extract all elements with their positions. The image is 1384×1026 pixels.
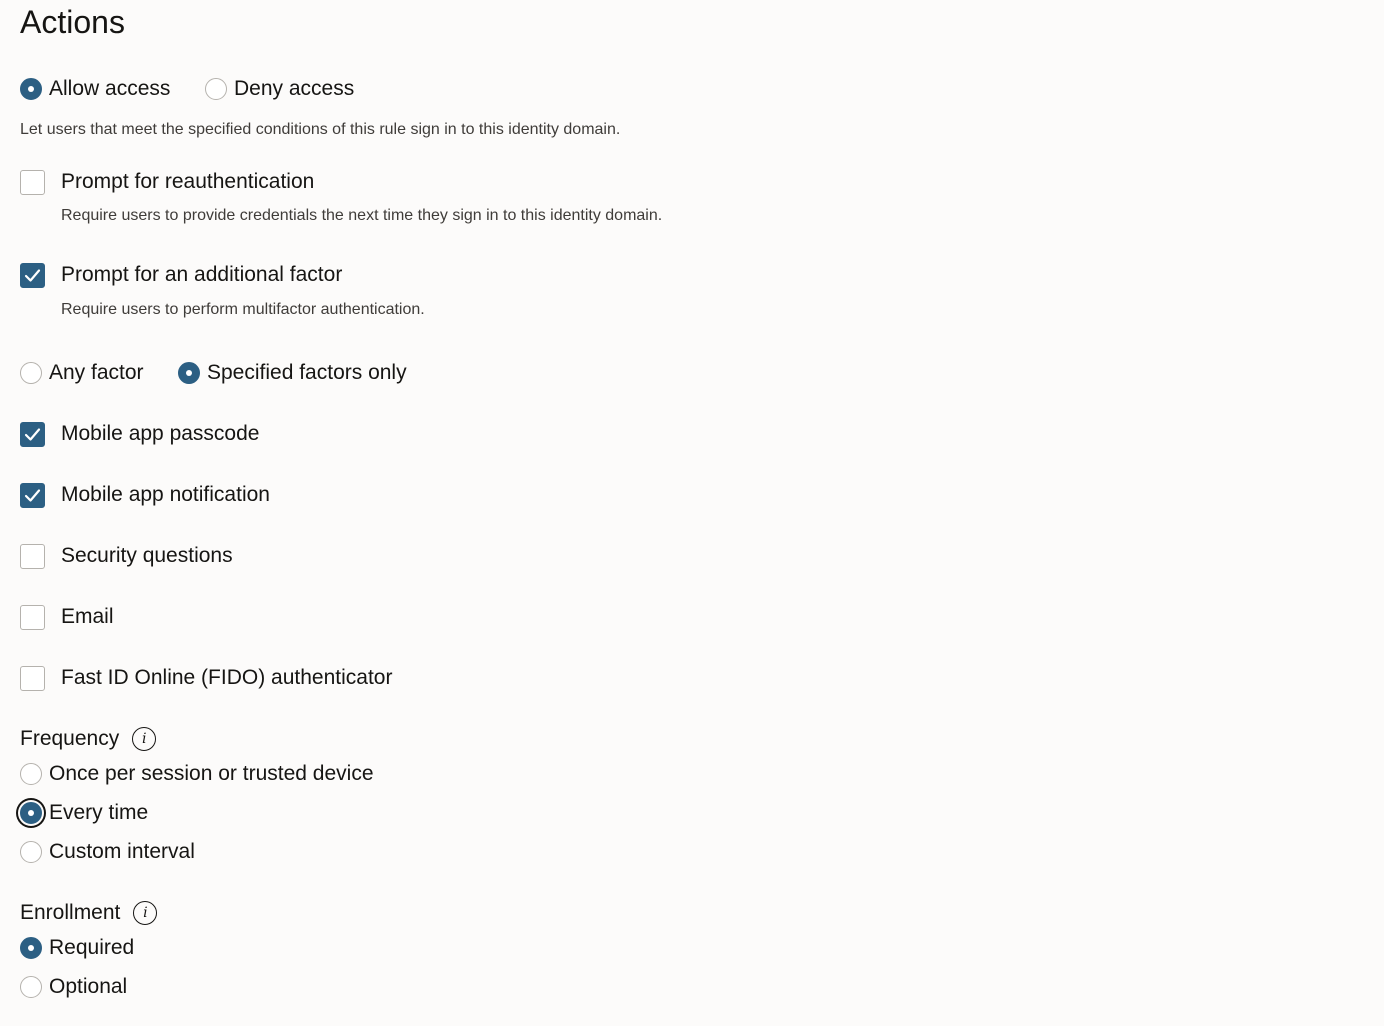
checkbox-label: Email <box>61 605 114 628</box>
radio-button[interactable] <box>20 763 42 785</box>
enrollment-label: Enrollment <box>20 901 121 924</box>
radio-every-time[interactable] <box>20 798 148 828</box>
checkbox-label: Security questions <box>61 544 233 567</box>
radio-required[interactable] <box>20 933 134 963</box>
radio-label: Deny access <box>234 77 355 100</box>
access-help-text: Let users that meet the specified conditions of this rule sign in to this identity domain. <box>20 121 621 138</box>
reauth-help-text: Require users to provide credentials the next time they sign in to this identity domain. <box>61 207 663 224</box>
checkbox-fido-authenticator[interactable] <box>20 663 392 693</box>
radio-optional[interactable] <box>20 972 127 1002</box>
checkbox[interactable] <box>20 544 45 569</box>
checkbox-label: Mobile app passcode <box>61 422 260 445</box>
radio-label: Custom interval <box>49 840 195 863</box>
checkbox-label: Prompt for reauthentication <box>61 170 315 193</box>
radio-label: Required <box>49 936 135 959</box>
radio-allow-access[interactable] <box>20 74 170 104</box>
radio-any-factor[interactable] <box>20 358 144 388</box>
radio-custom-interval[interactable] <box>20 837 195 867</box>
radio-label: Allow access <box>49 77 171 100</box>
radio-specified-factors-only[interactable] <box>178 358 407 388</box>
additional-factor-help-text: Require users to perform multifactor authentication. <box>61 301 425 318</box>
radio-button[interactable] <box>20 937 42 959</box>
radio-label: Specified factors only <box>207 361 407 384</box>
checkmark-icon <box>24 426 41 443</box>
radio-button[interactable] <box>205 78 227 100</box>
checkbox-label: Fast ID Online (FIDO) authenticator <box>61 666 393 689</box>
checkbox-prompt-reauthentication[interactable] <box>20 167 314 197</box>
page-title: Actions <box>20 4 125 40</box>
checkmark-icon <box>24 267 41 284</box>
radio-label: Once per session or trusted device <box>49 762 374 785</box>
checkbox[interactable] <box>20 170 45 195</box>
radio-button[interactable] <box>20 976 42 998</box>
checkbox[interactable] <box>20 666 45 691</box>
radio-deny-access[interactable] <box>205 74 354 104</box>
radio-label: Every time <box>49 801 149 824</box>
info-icon[interactable]: i <box>133 901 157 925</box>
radio-label: Optional <box>49 975 128 998</box>
checkbox-label: Mobile app notification <box>61 483 270 506</box>
radio-button[interactable] <box>20 841 42 863</box>
radio-button[interactable] <box>178 362 200 384</box>
checkbox-mobile-app-passcode[interactable] <box>20 419 259 449</box>
checkbox[interactable] <box>20 605 45 630</box>
info-icon[interactable]: i <box>132 727 156 751</box>
radio-button[interactable] <box>20 78 42 100</box>
checkbox[interactable] <box>20 483 45 508</box>
checkbox[interactable] <box>20 422 45 447</box>
checkbox[interactable] <box>20 263 45 288</box>
frequency-label-group <box>20 724 156 754</box>
checkbox-email[interactable] <box>20 602 114 632</box>
checkbox-prompt-additional-factor[interactable] <box>20 260 342 290</box>
radio-button[interactable] <box>20 802 42 824</box>
radio-once-per-session[interactable] <box>20 759 374 789</box>
enrollment-label-group <box>20 898 157 928</box>
checkbox-label: Prompt for an additional factor <box>61 263 343 286</box>
checkbox-security-questions[interactable] <box>20 541 233 571</box>
checkbox-mobile-app-notification[interactable] <box>20 480 270 510</box>
frequency-label: Frequency <box>20 727 120 750</box>
checkmark-icon <box>24 487 41 504</box>
radio-label: Any factor <box>49 361 144 384</box>
radio-button[interactable] <box>20 362 42 384</box>
